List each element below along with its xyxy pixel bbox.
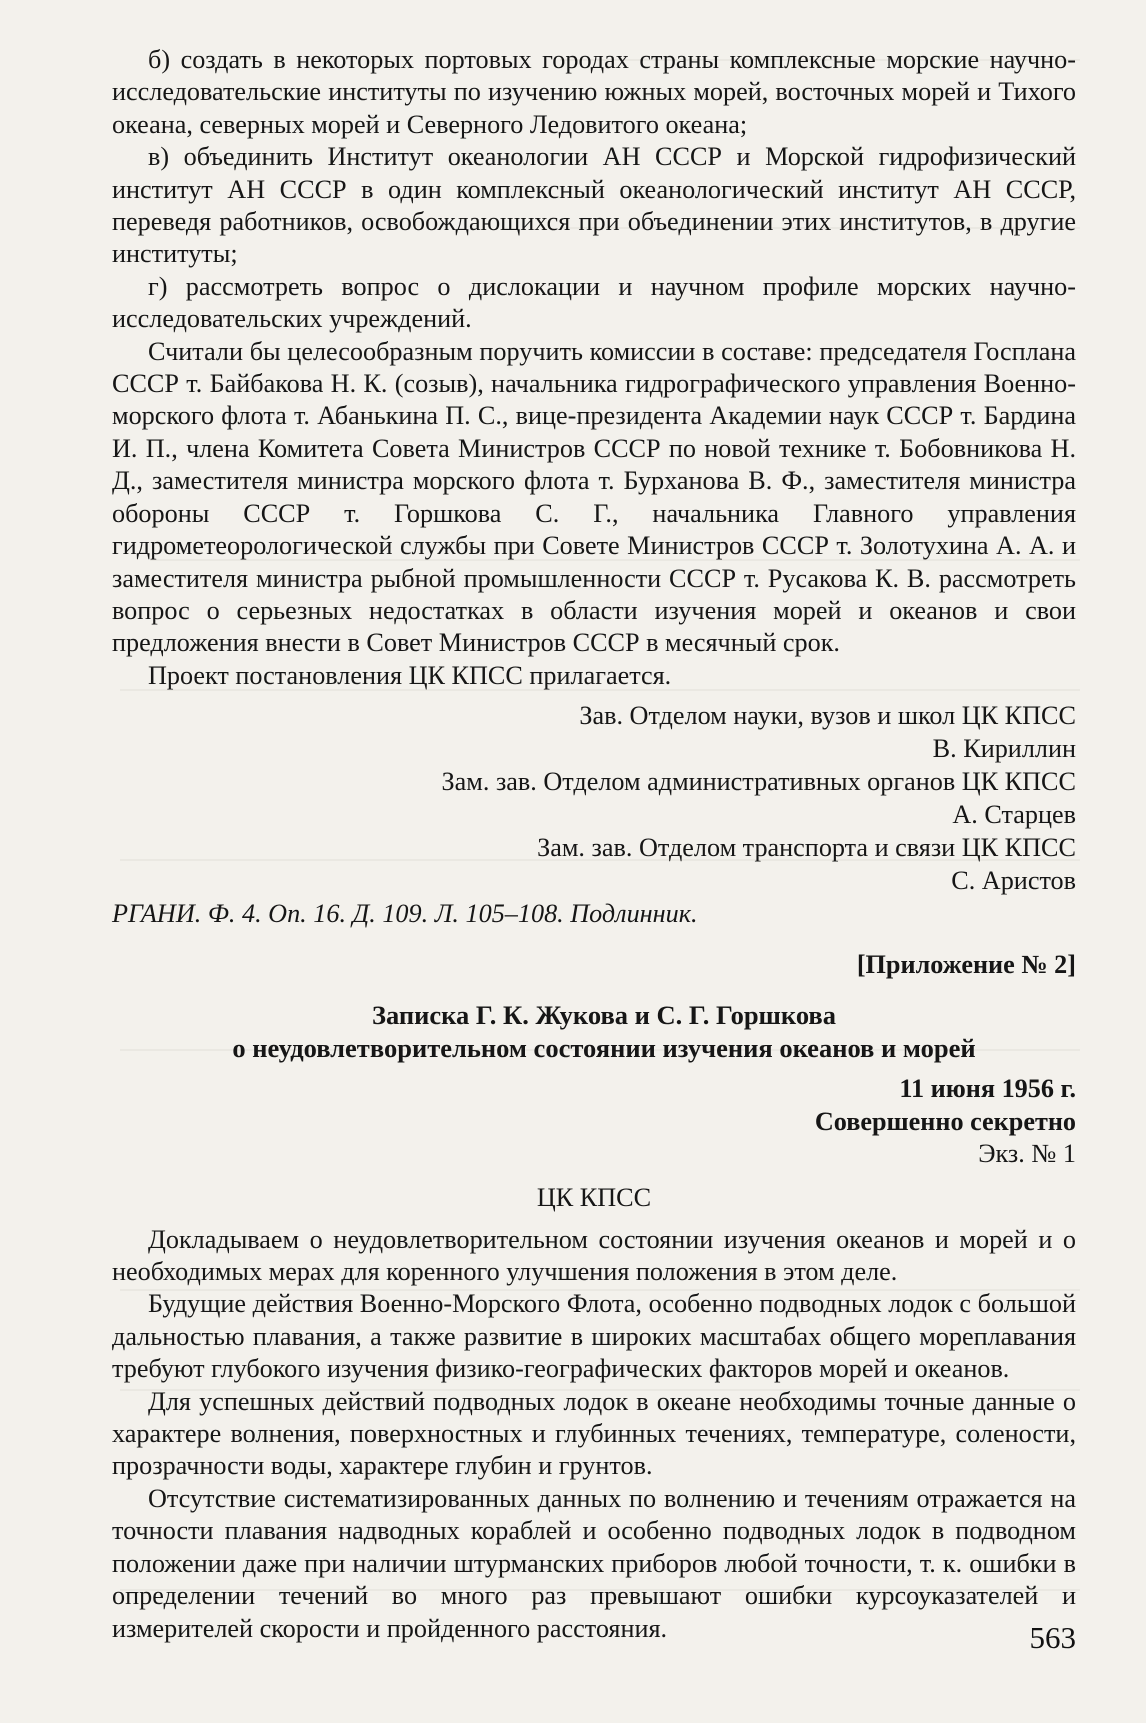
- paragraph-item-g: г) рассмотреть вопрос о дислокации и научном профиле морских научно-исследовательских учреждений.: [112, 271, 1076, 334]
- paragraph-item-v: в) объединить Институт океанологии АН СССР и Морской гидрофизический институт АН СССР в один комплексный океанологический институт АН СССР, переведя работников, освобождающихся при объединении этих институтов, в другие институты;: [112, 142, 1076, 269]
- document-title-line-1: Записка Г. К. Жукова и С. Г. Горшкова: [371, 1000, 836, 1031]
- signature-name-1: В. Кириллин: [932, 734, 1076, 764]
- signature-position-2: Зам. зав. Отделом административных органов ЦК КПСС: [441, 767, 1076, 797]
- copy-number: Экз. № 1: [978, 1139, 1076, 1169]
- appendix-label: [Приложение № 2]: [856, 950, 1076, 980]
- paragraph-submarine-needs: Для успешных действий подводных лодок в океане необходимы точные данные о характере волнения, поверхностных и глубинных течениях, температуре, солености, прозрачности воды, характере глубин и грунтов.: [112, 1386, 1076, 1481]
- paragraph-future-actions: Будущие действия Военно-Морского Флота, особенно подводных лодок с большой дальностью плавания, а также развитие в широких масштабах общего мореплавания требуют глубокого изучения физико-географических факторов морей и океанов.: [112, 1289, 1076, 1384]
- document-title: [112, 999, 1076, 1065]
- page-content: [112, 44, 1076, 1645]
- archive-source: РГАНИ. Ф. 4. Оп. 16. Д. 109. Л. 105–108. Подлинник.: [112, 899, 698, 929]
- document-title-line-2: о неудовлетворительном состоянии изучения океанов и морей: [232, 1033, 976, 1064]
- paragraph-draft-attached: Проект постановления ЦК КПСС прилагается.: [148, 660, 672, 690]
- addressee: ЦК КПСС: [536, 1182, 652, 1212]
- paragraph-lack-of-data: Отсутствие систематизированных данных по волнению и течениям отражается на точности плавания надводных кораблей и особенно подводных лодок в подводном положении даже при наличии штурманских приборов любой точности, т. к. ошибки в определении течений во много раз превышают ошибки курсоуказателей и измерителей скорости и пройденного расстояния.: [112, 1483, 1076, 1643]
- signature-name-3: С. Аристов: [951, 866, 1076, 896]
- paragraph-commission: Считали бы целесообразным поручить комиссии в составе: председателя Госплана СССР т. Байбакова Н. К. (созыв), начальника гидрографического управления Военно-морского флота т. Абанькина П. С., вице-президента Академии наук СССР т. Бардина И. П., члена Комитета Совета Министров СССР по новой технике т. Бобовникова Н. Д., заместителя министра морского флота т. Бурханова В. Ф., заместителя министра обороны СССР т. Горшкова С. Г., начальника Главного управления гидрометеорологической службы при Совете Министров СССР т. Золотухина А. А. и заместителя министра рыбной промышленности СССР т. Русакова К. В. рассмотреть вопрос о серьезных недостатках в области изучения морей и океанов и свои предложения внести в Совет Министров СССР в месячный срок.: [112, 336, 1076, 658]
- signature-position-1: Зав. Отделом науки, вузов и школ ЦК КПСС: [579, 701, 1076, 731]
- document-date: 11 июня 1956 г.: [899, 1074, 1076, 1104]
- classification-mark: Совершенно секретно: [814, 1106, 1076, 1136]
- signature-name-2: А. Старцев: [952, 800, 1076, 830]
- paragraph-report-intro: Докладываем о неудовлетворительном состоянии изучения океанов и морей и о необходимых мерах для коренного улучшения положения в этом деле.: [112, 1224, 1076, 1287]
- page-number: 563: [1029, 1620, 1076, 1655]
- paragraph-item-b: б) создать в некоторых портовых городах страны комплексные морские научно-исследовательские институты по изучению южных морей, восточных морей и Тихого океана, северных морей и Северного Ледовитого океана;: [112, 45, 1076, 139]
- signature-position-3: Зам. зав. Отделом транспорта и связи ЦК КПСС: [537, 833, 1076, 863]
